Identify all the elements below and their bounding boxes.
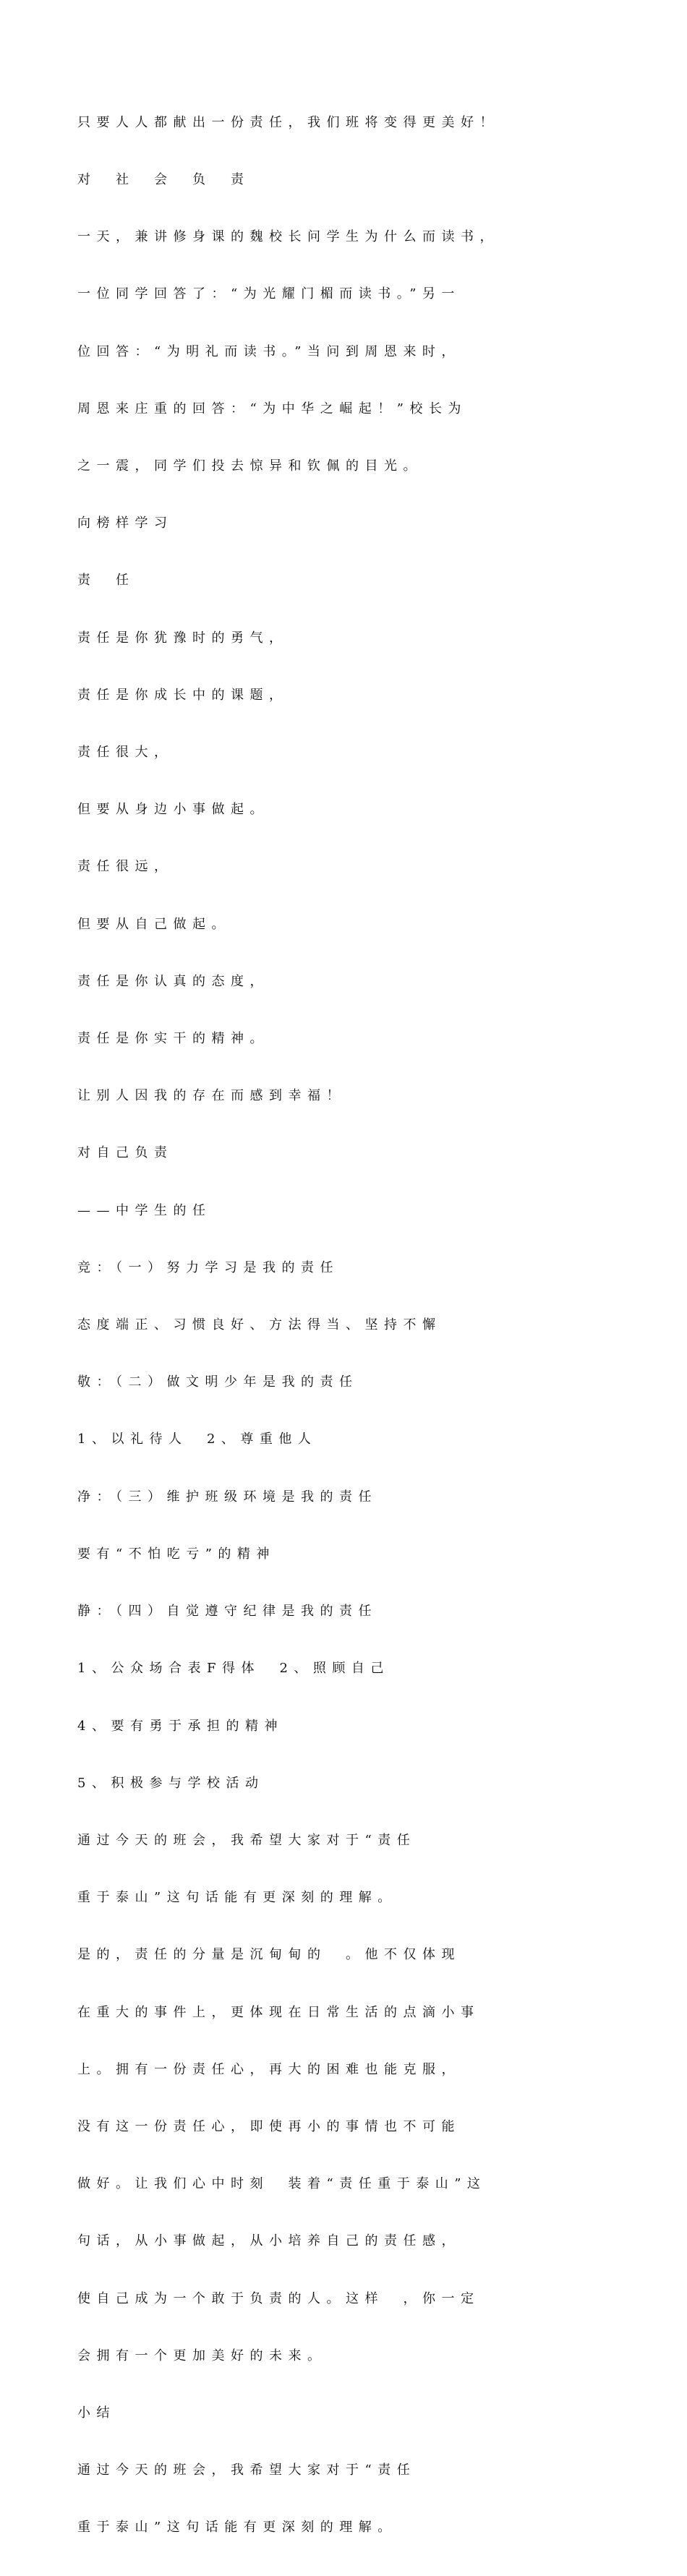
text-line: 上。拥有一份责任心，再大的困难也能克服，: [77, 2061, 461, 2077]
text-line: 只要人人都献出一份责任，我们班将变得更美好！: [77, 114, 499, 130]
list-item: 1、公众场合表F得体 2、照顾自己: [77, 1661, 390, 1677]
poem-line: 责任是你犹豫时的勇气，: [77, 630, 289, 646]
list-item: 1、以礼待人 2、尊重他人: [77, 1432, 317, 1447]
text-line: 重于泰山”这句话能有更深刻的理解。: [77, 1890, 397, 1906]
list-item: 态度端正、习惯良好、方法得当、坚持不懈: [77, 1317, 442, 1333]
list-item: 敬：（二）做文明少年是我的责任: [77, 1374, 359, 1390]
text-line: 句话，从小事做起，从小培养自己的责任感，: [77, 2233, 461, 2249]
section-heading: 向榜样学习: [77, 515, 174, 531]
poem-line: 责任是你认真的态度，: [77, 973, 269, 989]
section-heading: 对 社 会 负 责: [77, 172, 250, 188]
text-line: 会拥有一个更加美好的未来。: [77, 2348, 327, 2363]
subheading: ——中学生的任: [77, 1202, 212, 1218]
text-line: 通过今天的班会，我希望大家对于“责任: [77, 2462, 417, 2478]
list-item: 要有“不怕吃亏”的精神: [77, 1546, 276, 1562]
text-line: 一天，兼讲修身课的魏校长问学生为什么而读书，: [77, 229, 499, 245]
text-line: 没有这一份责任心，即使再小的事情也不可能: [77, 2118, 461, 2134]
section-heading: 小结: [77, 2405, 116, 2421]
text-line: 之一震，同学们投去惊异和钦佩的目光。: [77, 458, 422, 474]
text-line: 一位同学回答了：“为光耀门楣而读书。”另一: [77, 286, 461, 302]
list-item: 净：（三）维护班级环境是我的责任: [77, 1489, 377, 1505]
text-line: 在重大的事件上，更体现在日常生活的点滴小事: [77, 2004, 480, 2020]
text-line: 重于泰山”这句话能有更深刻的理解。: [77, 2520, 397, 2536]
list-item: 5、积极参与学校活动: [77, 1775, 265, 1791]
list-item: 静：（四）自觉遵守纪律是我的责任: [77, 1604, 377, 1619]
poem-line: 责任是你成长中的课题，: [77, 687, 289, 703]
text-line: 做好。让我们心中时刻 装着“责任重于泰山”这: [77, 2176, 487, 2192]
poem-line: 但要从身边小事做起。: [77, 802, 269, 818]
document-body: [77, 75, 627, 2576]
poem-line: 责任是你实干的精神。: [77, 1031, 269, 1047]
list-item: 竞：（一）努力学习是我的责任: [77, 1259, 339, 1275]
section-heading: 对自己负责: [77, 1145, 174, 1161]
text-line: 使自己成为一个敢于负责的人。这样 ，你一定: [77, 2290, 480, 2306]
text-line: 是的，责任的分量是沉甸甸的 。他不仅体现: [77, 1947, 461, 1963]
text-line: 通过今天的班会，我希望大家对于“责任: [77, 1832, 417, 1848]
text-line: 位回答：“为明礼而读书。”当问到周恩来时，: [77, 343, 461, 359]
poem-title: 责 任: [77, 573, 135, 589]
poem-line: 让别人因我的存在而感到幸福！: [77, 1088, 346, 1104]
list-item: 4、要有勇于承担的精神: [77, 1718, 283, 1734]
poem-line: 责任很大，: [77, 745, 174, 761]
text-line: 周恩来庄重的回答：“为中华之崛起！”校长为: [77, 401, 467, 416]
poem-line: 但要从自己做起。: [77, 916, 231, 932]
poem-line: 责任很远，: [77, 859, 174, 875]
